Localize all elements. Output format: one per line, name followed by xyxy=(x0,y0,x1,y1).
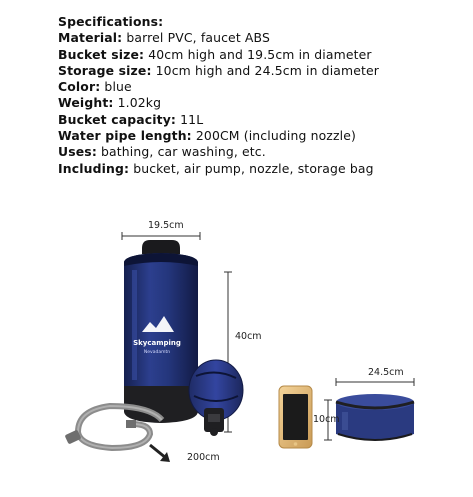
diameter-label: 19.5cm xyxy=(148,220,184,231)
specifications-title: Specifications: xyxy=(58,14,164,29)
spec-value: 200CM (including nozzle) xyxy=(191,128,356,144)
spec-key: Including: xyxy=(58,160,130,176)
spec-row-bucket-size xyxy=(58,47,468,63)
spec-key: Bucket size: xyxy=(58,46,145,62)
spec-key: Bucket capacity: xyxy=(58,111,177,127)
spec-value: bucket, air pump, nozzle, storage bag xyxy=(129,160,374,176)
spec-key: Weight: xyxy=(58,95,114,111)
spec-key: Material: xyxy=(58,30,123,46)
spec-row-storage-size xyxy=(58,63,468,79)
spec-value: 40cm high and 19.5cm in diameter xyxy=(144,46,372,62)
product-figure xyxy=(0,200,473,497)
spec-row-color xyxy=(58,79,468,95)
spec-row-material xyxy=(58,30,468,46)
specifications-list xyxy=(58,14,468,177)
spec-row-uses xyxy=(58,144,468,160)
phone-reference xyxy=(279,386,312,448)
height-label: 40cm xyxy=(235,331,262,342)
brand-subtext: Nevadamtn xyxy=(143,350,171,355)
spec-key: Storage size: xyxy=(58,62,152,78)
water-hose xyxy=(65,406,162,448)
pipe-length-arrow xyxy=(150,445,170,462)
spec-value: 10cm high and 24.5cm in diameter xyxy=(151,62,380,78)
spec-key: Uses: xyxy=(58,144,97,160)
storage-bag xyxy=(336,394,414,440)
spec-row-including xyxy=(58,161,468,177)
brand-text: Skycamping xyxy=(133,339,181,347)
spec-row-capacity xyxy=(58,112,468,128)
storage-height-label: 10cm xyxy=(313,414,340,425)
spec-key: Color: xyxy=(58,79,101,95)
air-pump xyxy=(189,360,243,436)
spec-value: barrel PVC, faucet ABS xyxy=(122,30,270,46)
spec-value: 1.02kg xyxy=(113,95,162,111)
spec-value: bathing, car washing, etc. xyxy=(96,144,266,160)
shower-bucket xyxy=(124,240,198,423)
storage-diameter-label: 24.5cm xyxy=(368,367,404,378)
spec-key: Water pipe length: xyxy=(58,128,192,144)
diameter-dimension xyxy=(122,232,200,240)
spec-value: blue xyxy=(100,79,132,95)
spec-value: 11L xyxy=(176,111,204,127)
product-illustration xyxy=(0,200,473,497)
storage-diameter-dimension xyxy=(336,378,414,386)
pipe-length-label: 200cm xyxy=(187,452,220,463)
spec-row-pipe-length xyxy=(58,128,468,144)
spec-row-weight xyxy=(58,95,468,111)
